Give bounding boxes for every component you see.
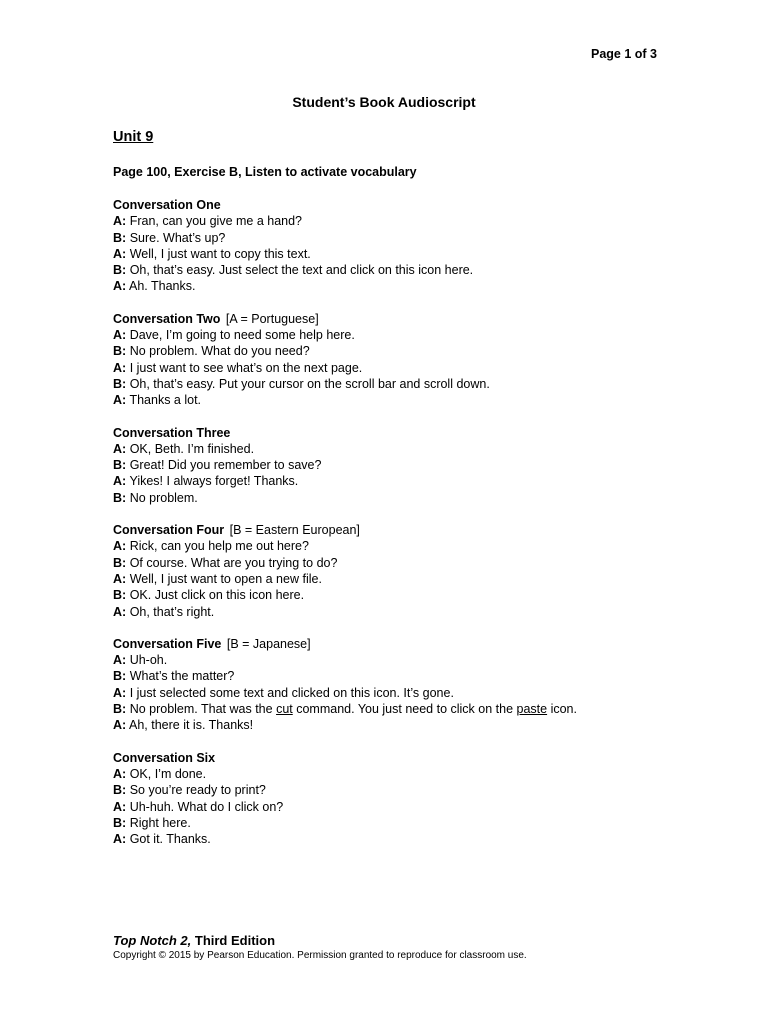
dialogue-text: I just selected some text and clicked on this icon. It’s gone. [129,685,454,700]
dialogue-text: OK, Beth. I’m finished. [129,441,255,456]
dialogue-line [113,392,673,408]
dialogue-text: Uh-huh. What do I click on? [129,799,284,814]
speaker-label: A: [113,214,127,229]
page-number: Page 1 of 3 [591,47,657,61]
dialogue-text: icon. [547,702,577,717]
document-title: Student’s Book Audioscript [292,94,476,110]
dialogue-text: What’s the matter? [129,669,235,684]
conversation-title: Conversation Three [113,425,231,440]
dialogue-text: OK, I’m done. [129,766,207,781]
dialogue-text: Dave, I’m going to need some help here. [129,328,355,343]
speaker-label: A: [113,832,127,847]
speaker-label: B: [113,263,127,278]
dialogue-text: Rick, can you help me out here? [129,539,309,554]
dialogue-text: I just want to see what’s on the next page. [129,360,363,375]
speaker-label: B: [113,344,127,359]
conversation-title: Conversation One [113,198,221,212]
dialogue-line [113,473,673,489]
conversation-heading [113,750,673,766]
speaker-accent-note: [B = Japanese] [226,636,311,651]
dialogue-text: No problem. That was the [129,702,277,717]
dialogue-line [113,799,673,815]
conversation-block [113,750,673,848]
speaker-label: A: [113,246,127,261]
dialogue-text: No problem. What do you need? [129,344,310,359]
speaker-label: A: [113,279,127,294]
book-title-name: Top Notch 2, [113,933,192,948]
dialogue-text: So you’re ready to print? [129,783,266,798]
speaker-label: B: [113,490,127,505]
conversation-heading [113,636,673,652]
dialogue-text: Fran, can you give me a hand? [129,214,303,229]
dialogue-text: No problem. [129,490,198,505]
speaker-label: B: [113,669,127,684]
dialogue-line [113,376,673,392]
dialogue-line [113,457,673,473]
book-edition: Third Edition [194,933,276,948]
dialogue-line [113,717,673,733]
conversation-title: Conversation Four [113,523,225,538]
conversation-heading [113,311,673,327]
conversation-heading [113,522,673,538]
speaker-label: A: [113,766,127,781]
dialogue-line [113,701,673,717]
dialogue-line [113,538,673,554]
dialogue-line [113,685,673,701]
dialogue-text: Got it. Thanks. [129,832,211,847]
speaker-label: B: [113,588,127,603]
dialogue-line [113,490,673,506]
conversation-heading [113,197,673,213]
dialogue-line [113,831,673,847]
dialogue-line [113,343,673,359]
speaker-label: A: [113,685,127,700]
speaker-label: A: [113,474,127,489]
dialogue-text: Of course. What are you trying to do? [129,555,338,570]
conversation-block [113,522,673,620]
dialogue-text: Well, I just want to open a new file. [129,571,322,586]
speaker-accent-note: [B = Eastern European] [229,523,360,538]
footer [113,933,527,962]
dialogue-text: Oh, that’s easy. Just select the text and click on this icon here. [129,263,474,278]
conversation-title: Conversation Two [113,311,221,326]
dialogue-line [113,815,673,831]
conversation-title: Conversation Six [113,750,216,765]
speaker-accent-note: [A = Portuguese] [225,311,319,326]
dialogue-text: Sure. What’s up? [129,230,226,245]
dialogue-text: Right here. [129,815,191,830]
exercise-heading: Page 100, Exercise B, Listen to activate vocabulary [113,165,417,179]
speaker-label: A: [113,718,127,733]
speaker-label: A: [113,441,127,456]
dialogue-text: Thanks a lot. [129,393,202,408]
speaker-label: A: [113,393,127,408]
dialogue-text: Oh, that’s right. [129,604,215,619]
dialogue-line [113,555,673,571]
speaker-label: B: [113,815,127,830]
underlined-term: cut [276,702,293,717]
dialogue-line [113,230,673,246]
conversation-heading [113,425,673,441]
dialogue-line [113,246,673,262]
conversation-block [113,636,673,734]
dialogue-line [113,652,673,668]
dialogue-line [113,587,673,603]
speaker-label: B: [113,702,127,717]
speaker-label: B: [113,555,127,570]
unit-heading: Unit 9 [113,129,154,145]
conversation-title: Conversation Five [113,636,222,651]
copyright-notice: Copyright © 2015 by Pearson Education. Permission granted to reproduce for classroom use. [113,950,527,961]
dialogue-text: Ah. Thanks. [129,279,196,294]
dialogue-line [113,766,673,782]
dialogue-text: Ah, there it is. Thanks! [129,718,254,733]
dialogue-text: command. You just need to click on the [292,702,517,717]
dialogue-line [113,360,673,376]
book-title [113,933,527,949]
speaker-label: A: [113,799,127,814]
dialogue-text: Yikes! I always forget! Thanks. [129,474,299,489]
dialogue-line [113,782,673,798]
dialogue-text: OK. Just click on this icon here. [129,588,305,603]
speaker-label: A: [113,328,127,343]
dialogue-text: Oh, that’s easy. Put your cursor on the scroll bar and scroll down. [129,376,490,391]
dialogue-line [113,262,673,278]
speaker-label: B: [113,458,127,473]
speaker-label: A: [113,571,127,586]
dialogue-line [113,604,673,620]
speaker-label: A: [113,653,127,668]
speaker-label: B: [113,230,127,245]
conversation-block [113,197,673,295]
dialogue-line [113,213,673,229]
conversation-block [113,425,673,506]
dialogue-line [113,327,673,343]
dialogue-line [113,571,673,587]
speaker-label: B: [113,376,127,391]
speaker-label: B: [113,783,127,798]
dialogue-text: Great! Did you remember to save? [129,458,322,473]
dialogue-line [113,668,673,684]
dialogue-line [113,278,673,294]
speaker-label: A: [113,604,127,619]
speaker-label: A: [113,539,127,554]
conversation-list [113,197,673,863]
dialogue-line [113,441,673,457]
underlined-term: paste [516,702,548,717]
dialogue-text: Well, I just want to copy this text. [129,246,311,261]
dialogue-text: Uh-oh. [129,653,168,668]
conversation-block [113,311,673,409]
speaker-label: A: [113,360,127,375]
